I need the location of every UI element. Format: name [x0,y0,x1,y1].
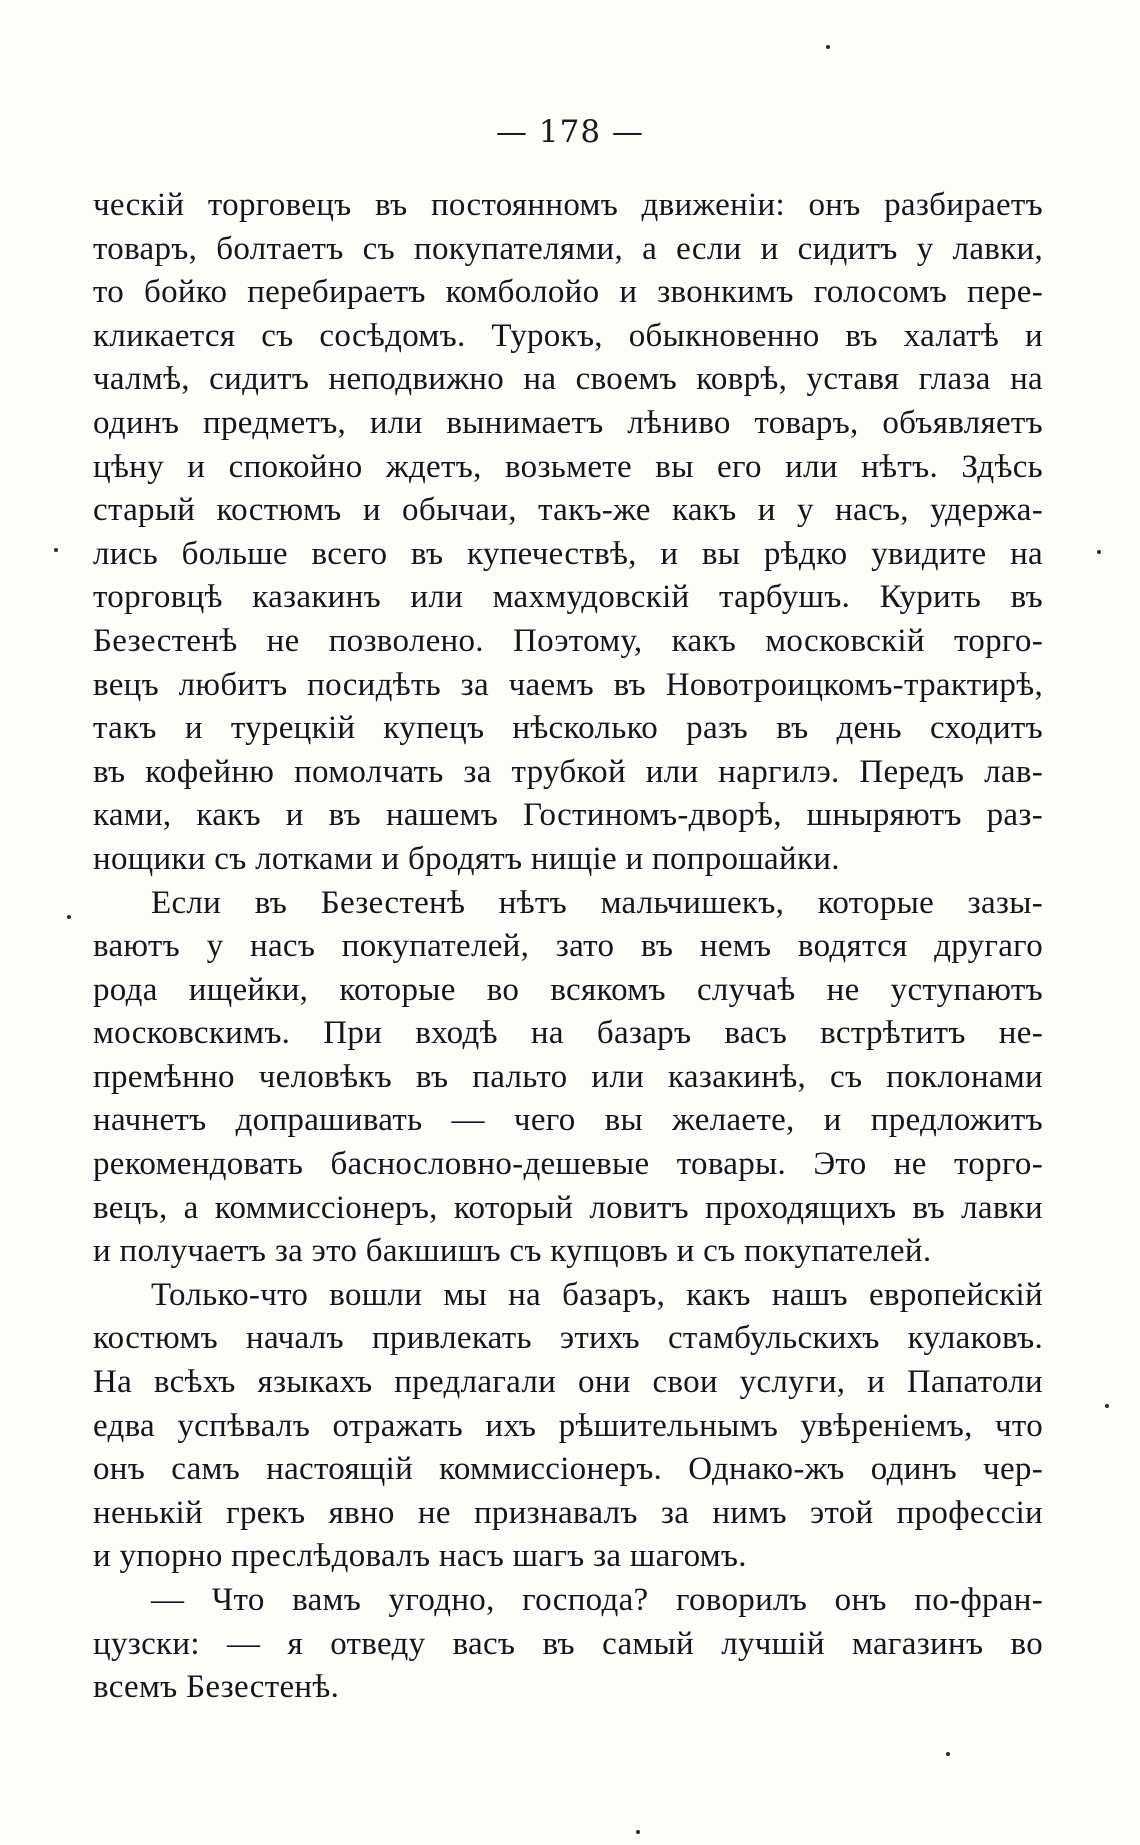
paragraph-1 [93,184,1043,882]
text-line: торговцѣ казакинъ или махмудовскій тарбушъ. Курить въ [93,579,1043,616]
text-line: рода ищейки, которые во всякомъ случаѣ не уступаютъ [93,971,1043,1008]
text-line: старый костюмъ и обычаи, такъ-же какъ и у насъ, удержа- [93,492,1043,529]
scan-speck [1097,550,1101,554]
text-line: онъ самъ настоящій коммиссіонеръ. Однако-жъ одинъ чер- [93,1451,1043,1488]
text-line: ками, какъ и въ нашемъ Гостиномъ-дворѣ, шныряютъ раз- [93,797,1043,834]
page-number: — 178 — [496,114,644,150]
text-line: и упорно преслѣдовалъ насъ шагъ за шагомъ. [93,1538,747,1575]
scan-speck [1105,1404,1109,1408]
text-line: На всѣхъ языкахъ предлагали они свои услуги, и Папатоли [93,1364,1043,1401]
text-line: ваютъ у насъ покупателей, зато въ немъ водятся другаго [93,928,1043,965]
text-line: вецъ, а коммиссіонеръ, который ловитъ проходящихъ въ лавки [93,1189,1043,1226]
scan-speck [54,548,58,552]
text-line: рекомендовать баснословно-дешевые товары. Это не торго- [93,1146,1043,1183]
text-line: нощики съ лотками и бродятъ нищіе и попрошайки. [93,840,840,877]
text-line: премѣнно человѣкъ въ пальто или казакинѣ, съ поклонами [93,1058,1043,1095]
text-line: Безестенѣ не позволено. Поэтому, какъ московскій торго- [93,622,1043,659]
text-line: чалмѣ, сидитъ неподвижно на своемъ коврѣ, уставя глаза на [93,361,1043,398]
text-line: товаръ, болтаетъ съ покупателями, а если и сидитъ у лавки, [93,230,1043,267]
text-line: ческій торговецъ въ постоянномъ движеніи: онъ разбираетъ [93,187,1043,223]
paragraph-2 [93,882,1043,1274]
text-line: Только-что вошли мы на базаръ, какъ нашъ европейскій [151,1276,1043,1313]
text-line: вецъ любитъ посидѣть за чаемъ въ Новотроицкомъ-трактирѣ, [93,666,1043,703]
text-line: цузски: — я отведу васъ въ самый лучшій магазинъ во [93,1625,1043,1662]
paragraph-3 [93,1274,1043,1579]
text-line: въ кофейню помолчать за трубкой или наргилэ. Передъ лав- [93,753,1043,790]
text-line: такъ и турецкій купецъ нѣсколько разъ въ день сходитъ [93,710,1043,747]
text-line: Если въ Безестенѣ нѣтъ мальчишекъ, которые зазы- [151,884,1043,921]
scan-speck [67,915,71,919]
text-line: одинъ предметъ, или вынимаетъ лѣниво товаръ, объявляетъ [93,404,1043,441]
text-line: и получаетъ за это бакшишъ съ купцовъ и съ покупателей. [93,1233,932,1270]
text-line: лись больше всего въ купечествѣ, и вы рѣдко увидите на [93,535,1043,572]
scan-speck [636,1830,640,1834]
text-line: — Что вамъ угодно, господа? говорилъ онъ по-фран- [151,1582,1043,1618]
body-text [93,184,1043,1710]
text-line: цѣну и спокойно ждетъ, возьмете вы его или нѣтъ. Здѣсь [93,448,1043,485]
text-line: московскимъ. При входѣ на базаръ васъ встрѣтитъ не- [93,1015,1043,1052]
text-line: едва успѣвалъ отражать ихъ рѣшительнымъ увѣреніемъ, что [93,1407,1043,1444]
text-line: начнетъ допрашивать — чего вы желаете, и предложитъ [93,1102,1043,1139]
text-line: костюмъ началъ привлекать этихъ стамбульскихъ кулаковъ. [93,1320,1043,1357]
scan-speck [946,1752,950,1756]
scan-speck [826,45,830,49]
text-line: ненькій грекъ явно не признавалъ за нимъ этой профессіи [93,1494,1043,1531]
paragraph-4 [93,1579,1043,1710]
text-line: кликается съ сосѣдомъ. Турокъ, обыкновенно въ халатѣ и [93,317,1043,354]
text-line: всемъ Безестенѣ. [93,1669,340,1706]
text-line: то бойко перебираетъ комболойо и звонкимъ голосомъ пере- [93,274,1043,311]
